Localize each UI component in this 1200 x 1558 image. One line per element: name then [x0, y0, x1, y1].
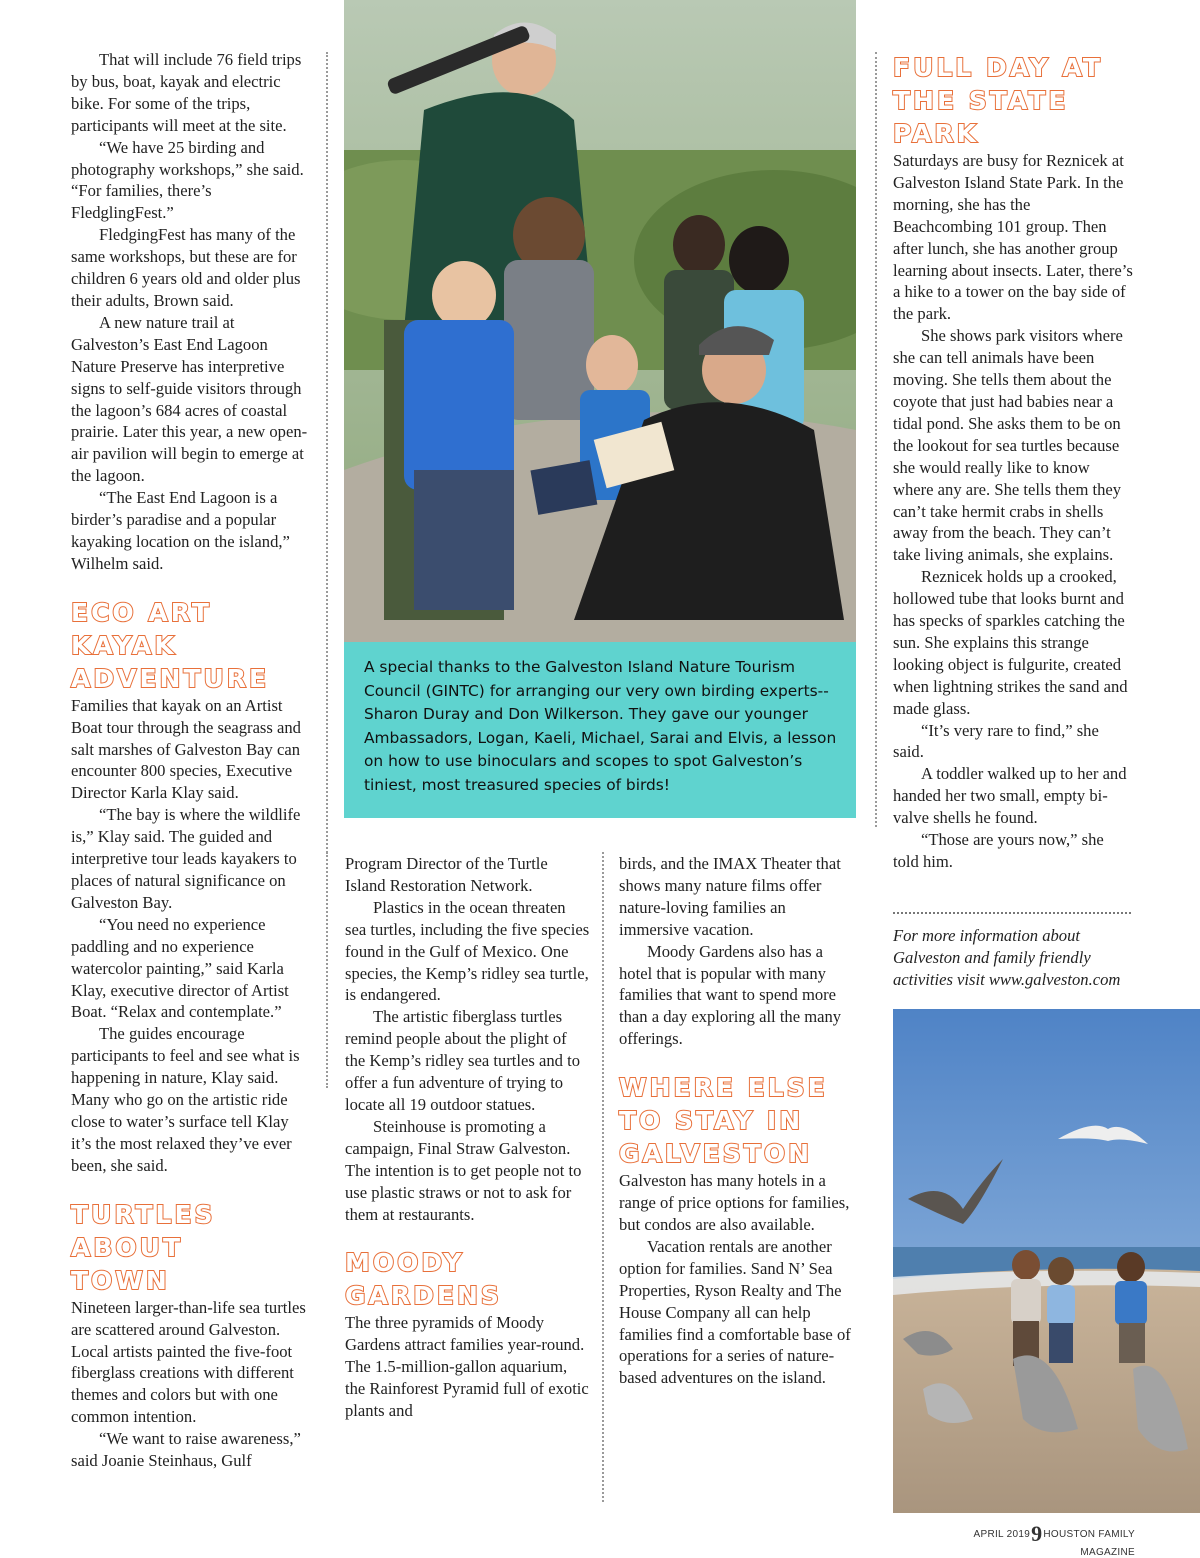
paragraph: A toddler walked up to her and handed her two small, empty bi-valve shells he found. — [893, 764, 1127, 828]
col2-paras-a — [345, 853, 590, 1225]
heading-moody-gardens — [345, 1246, 590, 1312]
section-divider — [893, 912, 1131, 914]
col3-paras-a — [619, 853, 859, 1050]
heading-line: TO STAY IN — [619, 1106, 804, 1136]
heading-line: TOWN — [71, 1265, 170, 1295]
column-4 — [893, 51, 1133, 873]
paragraph: Program Director of the Turtle Island Restoration Network. — [345, 854, 548, 895]
column-rule — [326, 852, 328, 1088]
page-folio — [950, 1521, 1135, 1558]
paragraph: “Those are yours now,” she told him. — [893, 830, 1104, 871]
photo-caption: A special thanks to the Galveston Island Nature Tourism Council (GINTC) for arranging our very own birding experts--Sharon Duray and Don Wilkerson. They gave our younger Ambassadors, Logan, Kaeli, Michael, Sarai and Elvis, a lesson on how to use binoculars and scopes to spot Galveston’s tiniest, most treasured species of birds! — [344, 642, 856, 818]
heading-line: THE STATE PARK — [893, 86, 1069, 148]
heading-line: GALVESTON — [619, 1139, 813, 1169]
paragraph: The artistic fiberglass turtles remind people about the plight of the Kemp’s ridley sea turtles and to offer a fun adventure of trying to locate all 19 outdoor statues. — [345, 1007, 581, 1114]
paragraph: Moody Gardens also has a hotel that is popular with many families that want to spend more than a day exploring all the many offerings. — [619, 941, 842, 1049]
paragraph: The three pyramids of Moody Gardens attract families year-round. The 1.5-million-gallon aquarium, the Rainforest Pyramid full of exotic plants and — [345, 1313, 589, 1421]
paragraph: She shows park visitors where she can tell animals have been moving. She tells them about the coyote that just had babies near a tidal pond. She asks them to be on the lookout for sea turtles because she would really like to know where any are. She tells them they can’t take hermit crabs in shells away from the beach. They can’t take living animals, she explains. — [893, 326, 1123, 565]
column-rule — [602, 852, 604, 1502]
beach-photo-illustration — [893, 1009, 1200, 1513]
paragraph: Steinhouse is promoting a campaign, Final Straw Galveston. The intention is to get people not to use plastic straws or not to ask for them at restaurants. — [345, 1116, 582, 1224]
heading-line: WHERE ELSE — [619, 1073, 828, 1103]
heading-line: MOODY — [345, 1248, 465, 1278]
col1-paras-c — [71, 1297, 311, 1472]
paragraph: Reznicek holds up a crooked, hollowed tube that looks burnt and has specks of sparkles catching the sun. She explains this strange looking object is fulgurite, created when lightning strikes the sand and made glass. — [893, 567, 1128, 718]
paragraph: “You need no experience paddling and no experience watercolor painting,” said Karla Klay, executive director of Artist Boat. “Relax and contemplate.” — [71, 914, 289, 1022]
heading-line: TURTLES ABOUT — [71, 1199, 216, 1262]
heading-turtles-about-town — [71, 1198, 311, 1297]
col1-paras-b — [71, 695, 311, 1177]
heading-eco-art-kayak — [71, 596, 311, 695]
heading-line: GARDENS — [345, 1281, 502, 1311]
column-3 — [619, 853, 859, 1389]
paragraph: That will include 76 field trips by bus, boat, kayak and electric bike. For some of the trips, participants will meet at the site. — [71, 50, 302, 135]
paragraph: “The bay is where the wildlife is,” Klay said. The guided and interpretive tour leads kayakers to places of natural significance on Galveston Bay. — [71, 805, 301, 912]
paragraph: FledgingFest has many of the same workshops, but these are for children 6 years old and older plus their adults, Brown said. — [71, 225, 301, 310]
col4-paras-a — [893, 150, 1133, 873]
heading-where-else-to-stay — [619, 1071, 859, 1170]
col2-paras-b — [345, 1312, 590, 1422]
birding-lesson-photo — [344, 0, 856, 642]
paragraph: “We have 25 birding and photography workshops,” she said. “For families, there’s FledglingFest.” — [71, 137, 304, 223]
paragraph: “The East End Lagoon is a birder’s paradise and a popular kayaking location on the island,” Wilhelm said. — [71, 488, 290, 573]
folio-magazine: HOUSTON FAMILY MAGAZINE — [1043, 1529, 1135, 1558]
beach-gulls-photo — [893, 1009, 1200, 1513]
col3-paras-b — [619, 1170, 859, 1389]
paragraph: Families that kayak on an Artist Boat tour through the seagrass and salt marshes of Galveston Bay can encounter 800 species, Executive Director Karla Klay said. — [71, 695, 301, 803]
column-2 — [345, 853, 590, 1422]
paragraph: birds, and the IMAX Theater that shows many nature films offer nature-loving families an immersive vacation. — [619, 854, 841, 939]
heading-line: FULL DAY AT — [893, 53, 1103, 82]
paragraph: Plastics in the ocean threaten sea turtles, including the five species found in the Gulf of Mexico. One species, the Kemp’s ridley sea turtle, is endangered. — [345, 897, 590, 1005]
photo-illustration — [344, 0, 856, 642]
heading-full-day-state-park — [893, 51, 1133, 150]
paragraph: The guides encourage participants to feel and see what is happening in nature, Klay said. Many who go on the artistic ride close to water’s surface tell Klay it’s the most relaxed they’ve ever been, she said. — [71, 1024, 300, 1175]
heading-line: ADVENTURE — [71, 663, 270, 693]
paragraph: Saturdays are busy for Reznicek at Galveston Island State Park. In the morning, she has the Beachcombing 101 group. Then after lunch, she has another group learning about insects. Later, there’s a hike to a tower on the bay side of the park. — [893, 151, 1133, 324]
heading-line: ECO ART KAYAK — [71, 597, 212, 660]
more-info-note: For more information about Galveston and family friendly activities visit www.galveston.com — [893, 926, 1121, 989]
paragraph: A new nature trail at Galveston’s East End Lagoon Nature Preserve has interpretive signs to self-guide visitors through the lagoon’s 684 acres of coastal prairie. Later this year, a new open-air pavilion will begin to emerge at the lagoon. — [71, 312, 308, 486]
column-1 — [71, 49, 311, 1472]
folio-date: APRIL 2019 — [973, 1529, 1031, 1540]
paragraph: “We want to raise awareness,” said Joanie Steinhaus, Gulf — [71, 1429, 301, 1471]
paragraph: “It’s very rare to find,” she said. — [893, 720, 1099, 762]
column-rule — [875, 52, 877, 827]
paragraph: Vacation rentals are another option for families. Sand N’ Sea Properties, Ryson Realty and The House Company all can help families find a comfortable base of operations for a series of nature-based adventures on the island. — [619, 1236, 851, 1388]
page-number: 9 — [1031, 1521, 1043, 1546]
paragraph: Galveston has many hotels in a range of price options for families, but condos are also available. — [619, 1171, 850, 1234]
col1-paras-a — [71, 49, 311, 575]
paragraph: Nineteen larger-than-life sea turtles are scattered around Galveston. Local artists painted the five-foot fiberglass creations with different themes and colors but with one common intention. — [71, 1297, 306, 1427]
